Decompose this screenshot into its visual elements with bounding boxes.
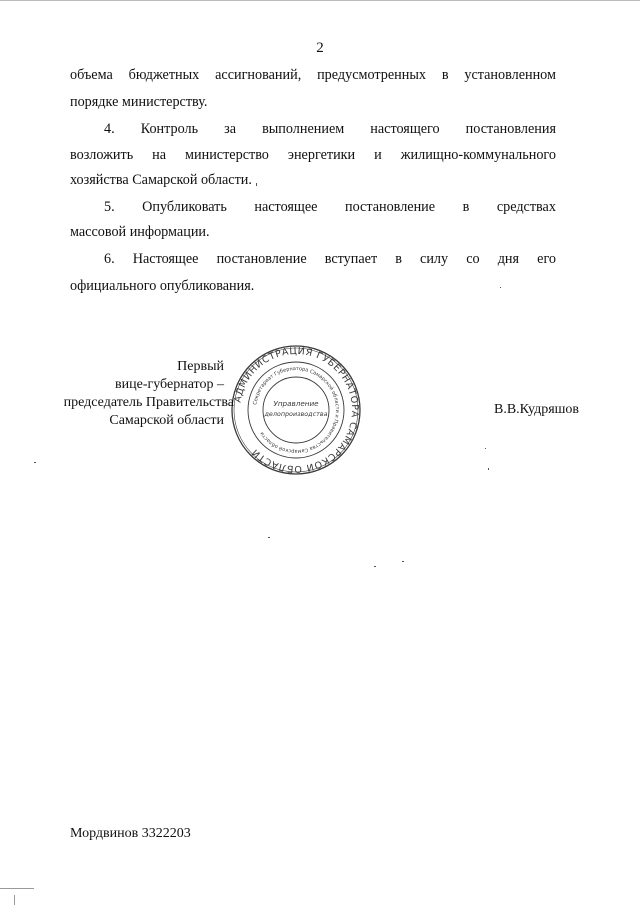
word: установленном: [464, 67, 556, 83]
word: в: [441, 67, 449, 83]
word: жилищно-коммунального: [400, 147, 556, 163]
word: его: [537, 251, 556, 267]
text-line-9: официального опубликования.: [70, 278, 255, 294]
word: министерство: [185, 147, 269, 163]
signatory-name: В.В.Кудряшов: [494, 402, 580, 417]
word: выполнением: [262, 121, 345, 137]
word: постановления: [465, 121, 556, 137]
word: и: [374, 147, 382, 163]
word: настоящего: [370, 121, 440, 137]
item-number: 4.: [104, 121, 115, 137]
word: настоящее: [254, 199, 318, 215]
word: Опубликовать: [142, 199, 227, 215]
signatory-title-line-4: Самарской области: [109, 413, 224, 428]
word: на: [152, 147, 167, 163]
signatory-title-line-3: председатель Правительства: [63, 395, 234, 410]
word: возложить: [70, 147, 134, 163]
seal-center-line-2: делопроизводства: [264, 410, 328, 418]
word: бюджетных: [128, 67, 200, 83]
word: средствах: [496, 199, 556, 215]
word: постановление: [344, 199, 436, 215]
word: предусмотренных: [317, 67, 426, 83]
seal-inner-text: Секретариат Губернатора Самарской области и Правительства Самарской области: [252, 365, 341, 455]
page-number: 2: [316, 40, 324, 56]
word: ассигнований,: [215, 67, 302, 83]
word: в: [462, 199, 470, 215]
seal-outer-text: АДМИНИСТРАЦИЯ ГУБЕРНАТОРА САМАРСКОЙ ОБЛАСТИ: [232, 345, 361, 475]
word: энергетики: [287, 147, 356, 163]
word: Контроль: [140, 121, 199, 137]
item-number: 6.: [104, 251, 115, 267]
text-line-5: хозяйства Самарской области.: [70, 172, 252, 188]
word: Настоящее: [132, 251, 199, 267]
word: объема: [70, 67, 113, 83]
executor-footer: Мордвинов 3322203: [70, 826, 191, 841]
signatory-title-line-1: Первый: [177, 359, 224, 374]
word: в: [395, 251, 402, 267]
word: за: [224, 121, 237, 137]
word: силу: [420, 251, 449, 267]
word: вступает: [324, 251, 378, 267]
text-line-7: массовой информации.: [70, 224, 210, 240]
word: постановление: [216, 251, 307, 267]
text-line-2: порядке министерству.: [70, 94, 208, 110]
word: со: [466, 251, 480, 267]
signatory-title-line-2: вице-губернатор –: [115, 377, 224, 392]
word: дня: [497, 251, 520, 267]
item-number: 5.: [104, 199, 115, 215]
seal-center-line-1: Управление: [273, 399, 319, 408]
